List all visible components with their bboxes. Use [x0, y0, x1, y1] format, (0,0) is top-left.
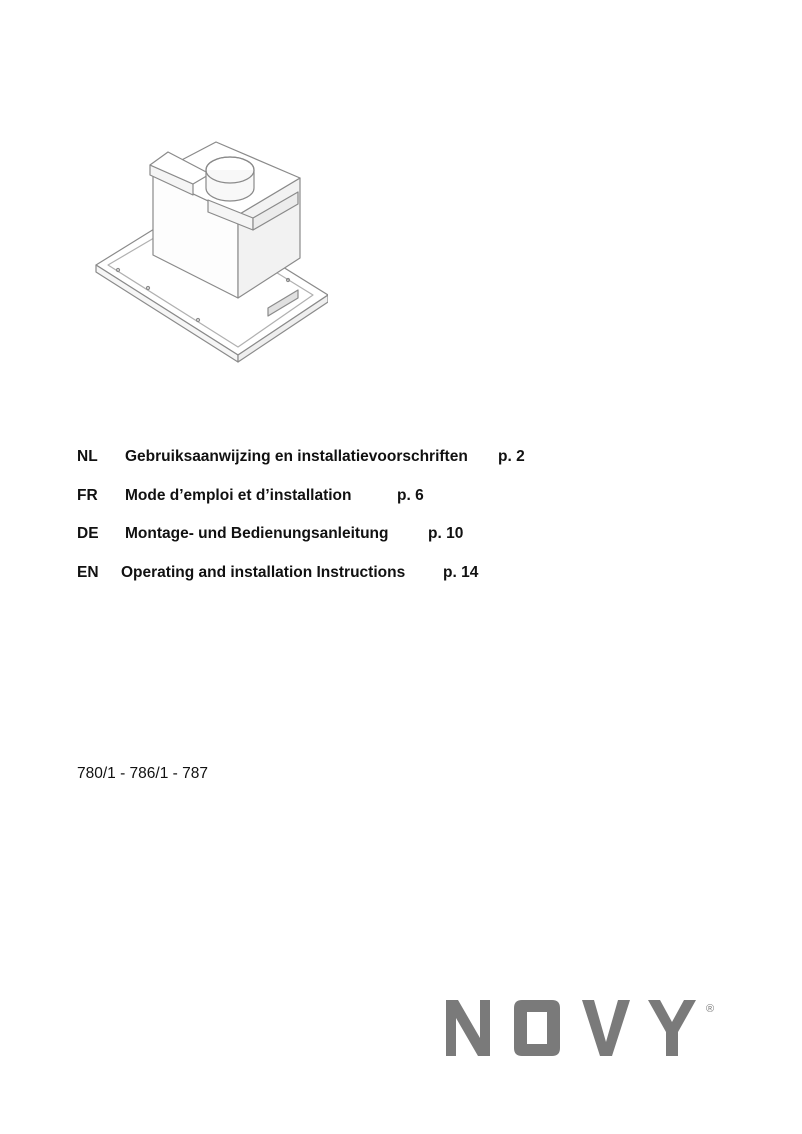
toc-language: EN: [77, 564, 99, 581]
toc-title: Operating and installation Instructions: [121, 564, 406, 581]
toc-page: p. 6: [397, 487, 424, 504]
model-numbers: 780/1 - 786/1 - 787: [77, 765, 208, 782]
toc-page: p. 10: [428, 525, 464, 542]
novy-logo: [440, 992, 730, 1062]
toc-language: DE: [77, 525, 99, 542]
range-hood-illustration: [88, 130, 328, 370]
toc-title: Gebruiksaanwijzing en installatievoorschriften: [125, 448, 468, 465]
toc-language: NL: [77, 448, 98, 465]
toc-title: Montage- und Bedienungsanleitung: [125, 525, 389, 542]
svg-text:®: ®: [706, 1003, 715, 1015]
toc-page: p. 14: [443, 564, 479, 581]
toc-page: p. 2: [498, 448, 525, 465]
toc-title: Mode d’emploi et d’installation: [125, 487, 352, 504]
toc-language: FR: [77, 487, 98, 504]
